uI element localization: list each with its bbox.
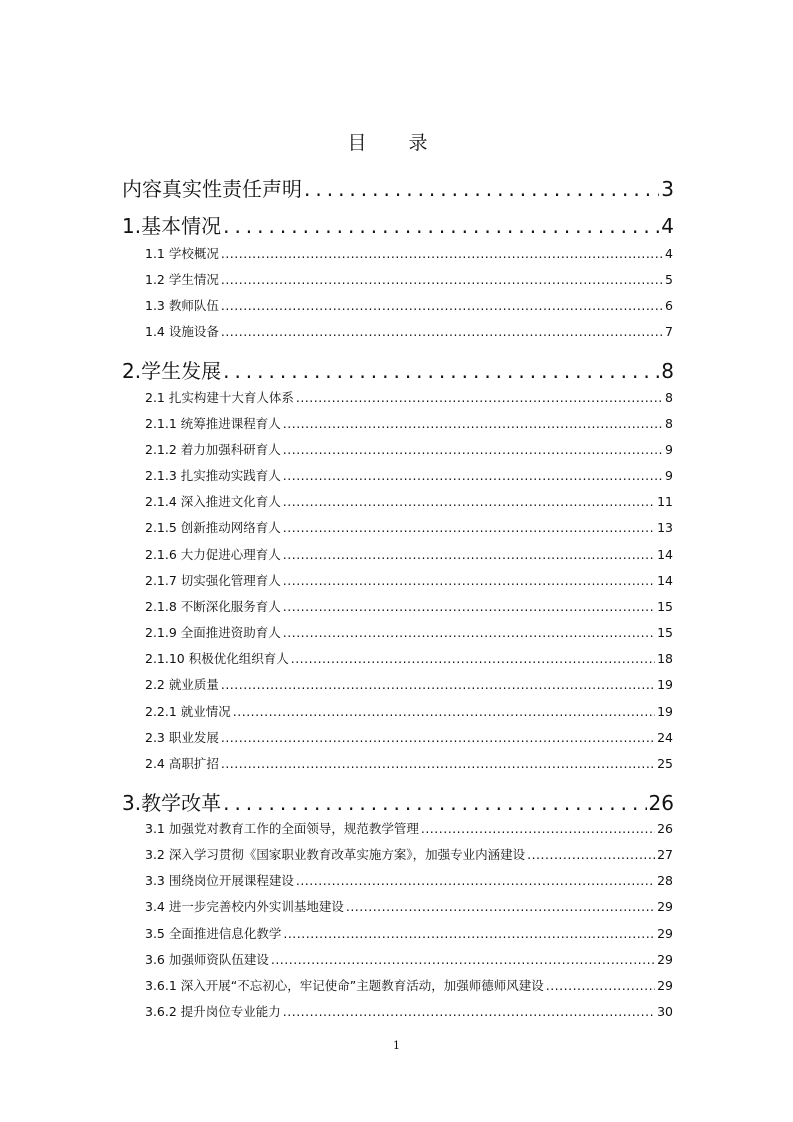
toc-section-entry[interactable] <box>145 924 673 942</box>
toc-entry-label: 3.教学改革 <box>122 791 222 815</box>
toc-section-entry[interactable] <box>145 819 673 837</box>
toc-leader-dots <box>221 756 655 771</box>
toc-section-entry[interactable] <box>145 871 673 889</box>
toc-leader-dots <box>283 442 663 457</box>
toc-leader-dots <box>283 625 655 640</box>
toc-entry-page: 24 <box>657 730 673 745</box>
toc-entry-label: 2.学生发展 <box>122 359 222 383</box>
toc-entry-label: 2.1 扎实构建十大育人体系 <box>145 390 294 405</box>
toc-leader-dots <box>283 599 655 614</box>
toc-entry-label: 2.1.5 创新推动网络育人 <box>145 520 281 535</box>
toc-entry-label: 2.1.6 大力促进心理育人 <box>145 547 281 562</box>
toc-section-entry[interactable] <box>145 571 673 589</box>
toc-entry-page: 14 <box>657 573 673 588</box>
toc-entry-page: 6 <box>665 298 673 313</box>
toc-leader-dots <box>233 704 655 719</box>
toc-entry-page: 11 <box>657 494 673 509</box>
toc-leader-dots <box>546 978 655 993</box>
toc-entry-label: 内容真实性责任声明 <box>122 177 302 201</box>
toc-entry-page: 4 <box>665 246 673 261</box>
toc-leader-dots <box>283 416 663 431</box>
toc-leader-dots <box>291 651 655 666</box>
toc-entry-page: 25 <box>657 756 673 771</box>
toc-entry-page: 8 <box>661 359 674 383</box>
toc-entry-label: 3.3 围绕岗位开展课程建设 <box>145 873 294 888</box>
toc-entry-page: 8 <box>665 416 673 431</box>
toc-entry-label: 3.6.2 提升岗位专业能力 <box>145 1004 281 1019</box>
toc-entry-label: 2.1.1 统筹推进课程育人 <box>145 416 281 431</box>
toc-entry-page: 9 <box>665 442 673 457</box>
toc-entry-label: 2.1.3 扎实推动实践育人 <box>145 468 281 483</box>
toc-leader-dots <box>296 390 663 405</box>
toc-leader-dots <box>221 298 663 313</box>
toc-entry-label: 2.4 高职扩招 <box>145 756 219 771</box>
toc-section-entry[interactable] <box>145 950 673 968</box>
toc-entry-page: 27 <box>657 847 673 862</box>
toc-section-entry[interactable] <box>145 754 673 772</box>
toc-entry-page: 3 <box>661 177 674 201</box>
toc-entry-page: 19 <box>657 704 673 719</box>
toc-entry-page: 5 <box>665 272 673 287</box>
toc-section-entry[interactable] <box>145 414 673 432</box>
toc-leader-dots <box>223 791 646 815</box>
toc-entry-page: 7 <box>665 324 673 339</box>
toc-leader-dots <box>271 952 655 967</box>
toc-entry-page: 13 <box>657 520 673 535</box>
toc-entry-page: 18 <box>657 651 673 666</box>
toc-leader-dots <box>283 547 655 562</box>
toc-entry-page: 15 <box>657 599 673 614</box>
toc-entry-page: 29 <box>657 899 673 914</box>
toc-entry-page: 4 <box>661 214 674 238</box>
toc-leader-dots <box>223 359 659 383</box>
toc-entry-label: 1.1 学校概况 <box>145 246 219 261</box>
toc-section-entry[interactable] <box>145 649 673 667</box>
toc-entry-page: 26 <box>657 821 673 836</box>
toc-leader-dots <box>221 246 663 261</box>
toc-leader-dots <box>283 573 655 588</box>
toc-entry-label: 2.1.2 着力加强科研育人 <box>145 442 281 457</box>
toc-leader-dots <box>221 730 655 745</box>
toc-chapter-entry[interactable] <box>122 210 674 239</box>
toc-leader-dots <box>283 520 655 535</box>
toc-leader-dots <box>283 494 655 509</box>
toc-entry-label: 1.基本情况 <box>122 214 222 238</box>
toc-section-entry[interactable] <box>145 270 673 288</box>
toc-entry-label: 2.1.10 积极优化组织育人 <box>145 651 289 666</box>
toc-entry-label: 1.4 设施设备 <box>145 324 219 339</box>
toc-leader-dots <box>421 821 655 836</box>
toc-section-entry[interactable] <box>145 845 673 863</box>
toc-entry-label: 2.1.9 全面推进资助育人 <box>145 625 281 640</box>
toc-leader-dots <box>346 899 655 914</box>
toc-section-entry[interactable] <box>145 623 673 641</box>
toc-leader-dots <box>221 677 655 692</box>
toc-entry-page: 30 <box>657 1004 673 1019</box>
toc-section-entry[interactable] <box>145 492 673 510</box>
toc-entry-page: 29 <box>657 978 673 993</box>
toc-entry-label: 1.3 教师队伍 <box>145 298 219 313</box>
toc-leader-dots <box>283 468 663 483</box>
toc-leader-dots <box>283 926 655 941</box>
toc-entry-page: 19 <box>657 677 673 692</box>
toc-entry-label: 3.2 深入学习贯彻《国家职业教育改革实施方案》，加强专业内涵建设 <box>145 847 526 862</box>
toc-section-entry[interactable] <box>145 322 673 340</box>
toc-title: 目 录 <box>347 132 446 154</box>
toc-entry-label: 3.1 加强党对教育工作的全面领导，规范教学管理 <box>145 821 419 836</box>
toc-section-entry[interactable] <box>145 388 673 406</box>
toc-entry-label: 2.1.8 不断深化服务育人 <box>145 599 281 614</box>
toc-entry-label: 3.6 加强师资队伍建设 <box>145 952 269 967</box>
toc-leader-dots <box>221 272 663 287</box>
toc-section-entry[interactable] <box>145 597 673 615</box>
toc-entry-label: 3.4 进一步完善校内外实训基地建设 <box>145 899 344 914</box>
toc-section-entry[interactable] <box>145 545 673 563</box>
toc-entry-label: 2.2.1 就业情况 <box>145 704 231 719</box>
toc-entry-label: 1.2 学生情况 <box>145 272 219 287</box>
toc-chapter-entry[interactable] <box>122 355 674 384</box>
toc-entry-page: 14 <box>657 547 673 562</box>
toc-entry-label: 2.2 就业质量 <box>145 677 219 692</box>
toc-section-entry[interactable] <box>145 675 673 693</box>
toc-leader-dots <box>223 214 659 238</box>
toc-section-entry[interactable] <box>145 296 673 314</box>
toc-section-entry[interactable] <box>145 976 673 994</box>
toc-leader-dots <box>221 324 663 339</box>
toc-entry-label: 2.1.4 深入推进文化育人 <box>145 494 281 509</box>
toc-entry-page: 9 <box>665 468 673 483</box>
toc-entry-page: 28 <box>657 873 673 888</box>
toc-section-entry[interactable] <box>145 702 673 720</box>
toc-entry-page: 15 <box>657 625 673 640</box>
toc-entry-label: 3.6.1 深入开展“不忘初心，牢记使命”主题教育活动，加强师德师风建设 <box>145 978 544 993</box>
toc-entry-label: 2.1.7 切实强化管理育人 <box>145 573 281 588</box>
toc-entry-page: 26 <box>648 791 674 815</box>
toc-section-entry[interactable] <box>145 440 673 458</box>
toc-entry-page: 8 <box>665 390 673 405</box>
toc-section-entry[interactable] <box>145 728 673 746</box>
toc-entry-label: 3.5 全面推进信息化教学 <box>145 926 282 941</box>
toc-section-entry[interactable] <box>145 1002 673 1020</box>
toc-leader-dots <box>527 847 655 862</box>
toc-chapter-entry[interactable] <box>122 787 674 816</box>
toc-leader-dots <box>296 873 655 888</box>
toc-entry-page: 29 <box>657 952 673 967</box>
toc-entry-page: 29 <box>657 926 673 941</box>
toc-section-entry[interactable] <box>145 897 673 915</box>
toc-section-entry[interactable] <box>145 518 673 536</box>
toc-section-entry[interactable] <box>145 244 673 262</box>
toc-entry-label: 2.3 职业发展 <box>145 730 219 745</box>
toc-leader-dots <box>304 177 659 201</box>
toc-section-entry[interactable] <box>145 466 673 484</box>
page-number: 1 <box>393 1039 400 1052</box>
toc-chapter-entry[interactable] <box>122 173 674 202</box>
toc-leader-dots <box>283 1004 655 1019</box>
